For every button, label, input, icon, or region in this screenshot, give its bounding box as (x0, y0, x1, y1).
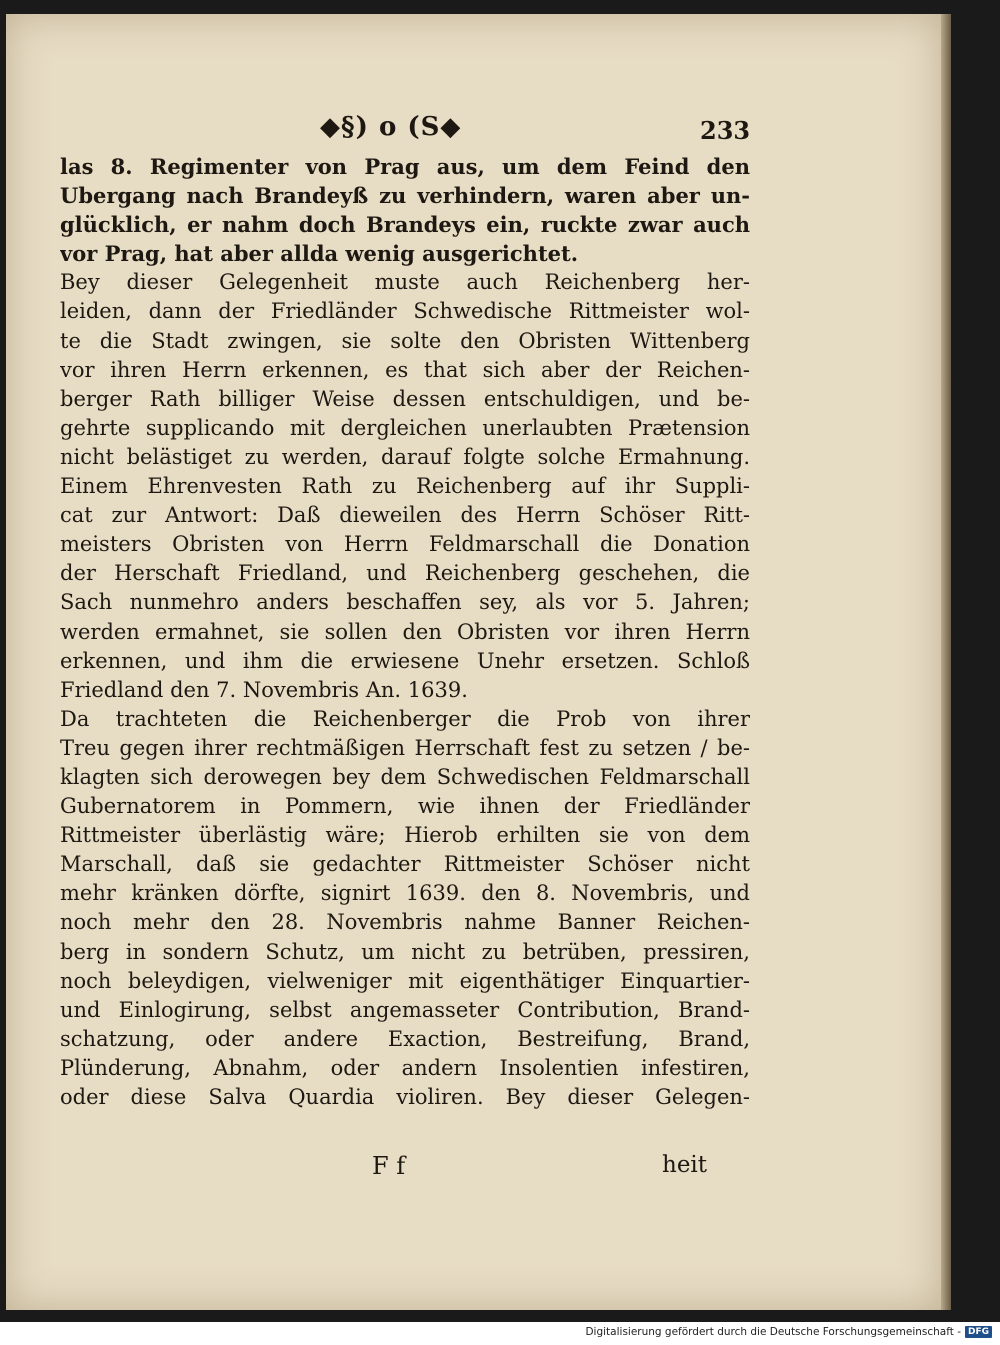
text-line: mehr kränken dörfte, signirt 1639. den 8. Novembris, und (60, 881, 750, 906)
text-line: noch beleydigen, vielweniger mit eigenthätiger Einquartier- (60, 968, 750, 993)
text-line: berger Rath billiger Weise dessen entschuldigen, und be- (60, 386, 750, 411)
text-line: las 8. Regimenter von Prag aus, um dem Feind den (60, 154, 750, 179)
text-line: Da trachteten die Reichenberger die Prob von ihrer (60, 706, 750, 731)
text-line: gehrte supplicando mit dergleichen unerlaubten Prætension (60, 415, 750, 440)
text-line: Marschall, daß sie gedachter Rittmeister Schöser nicht (60, 852, 750, 877)
text-line: Ubergang nach Brandeyß zu verhindern, waren aber un- (60, 183, 750, 209)
digitization-credit (585, 1326, 992, 1338)
text-line: leiden, dann der Friedländer Schwedische Rittmeister wol- (60, 299, 750, 324)
text-line: Treu gegen ihrer rechtmäßigen Herrschaft fest zu setzen / be- (60, 735, 750, 760)
text-line: noch mehr den 28. Novembris nahme Banner Reichen- (60, 910, 750, 935)
text-line: nicht belästiget zu werden, darauf folgte solche Ermahnung. (60, 444, 750, 469)
text-line: und Einlogirung, selbst angemasseter Contribution, Brand- (60, 997, 750, 1022)
text-line: te die Stadt zwingen, sie solte den Obristen Wittenberg (60, 328, 750, 353)
dfg-logo-icon: DFG (965, 1326, 992, 1338)
body-text (60, 152, 750, 1112)
text-line: meisters Obristen von Herrn Feldmarschall die Donation (60, 532, 750, 557)
text-line: vor ihren Herrn erkennen, es that sich aber der Reichen- (60, 357, 750, 382)
text-line: Gubernatorem in Pommern, wie ihnen der Friedländer (60, 794, 750, 819)
text-line: cat zur Antwort: Daß dieweilen des Herrn Schöser Ritt- (60, 503, 750, 528)
page-number: 233 (700, 116, 751, 145)
text-line: Friedland den 7. Novembris An. 1639. (60, 677, 468, 702)
credit-text: Digitalisierung gefördert durch die Deutsche Forschungsgemeinschaft - (585, 1326, 961, 1338)
text-line: glücklich, er nahm doch Brandeys ein, ruckte zwar auch (60, 212, 750, 238)
page-edge (941, 14, 951, 1310)
signature-mark: F f (372, 1152, 406, 1180)
text-line: werden ermahnet, sie sollen den Obristen vor ihren Herrn (60, 619, 750, 644)
header-ornament: ◆§) o (S◆ (320, 112, 462, 142)
text-line: der Herschaft Friedland, und Reichenberg geschehen, die (60, 561, 750, 586)
catchword: heit (662, 1152, 708, 1178)
text-line: Sach nunmehro anders beschaffen sey, als vor 5. Jahren; (60, 590, 750, 615)
text-line: erkennen, und ihm die erwiesene Unehr ersetzen. Schloß (60, 648, 750, 673)
text-line: Einem Ehrenvesten Rath zu Reichenberg auf ihr Suppli- (60, 474, 750, 499)
text-line: Plünderung, Abnahm, oder andern Insolentien infestiren, (60, 1055, 750, 1080)
text-line: vor Prag, hat aber allda wenig ausgerichtet. (60, 241, 579, 267)
text-line: schatzung, oder andere Exaction, Bestreifung, Brand, (60, 1026, 750, 1051)
text-line: berg in sondern Schutz, um nicht zu betrüben, pressiren, (60, 939, 750, 964)
text-line: oder diese Salva Quardia violiren. Bey dieser Gelegen- (60, 1085, 750, 1109)
text-line: Rittmeister überlästig wäre; Hierob erhilten sie von dem (60, 823, 750, 848)
text-line: klagten sich derowegen bey dem Schwedischen Feldmarschall (60, 764, 750, 789)
text-line: Bey dieser Gelegenheit muste auch Reichenberg her- (60, 270, 750, 295)
